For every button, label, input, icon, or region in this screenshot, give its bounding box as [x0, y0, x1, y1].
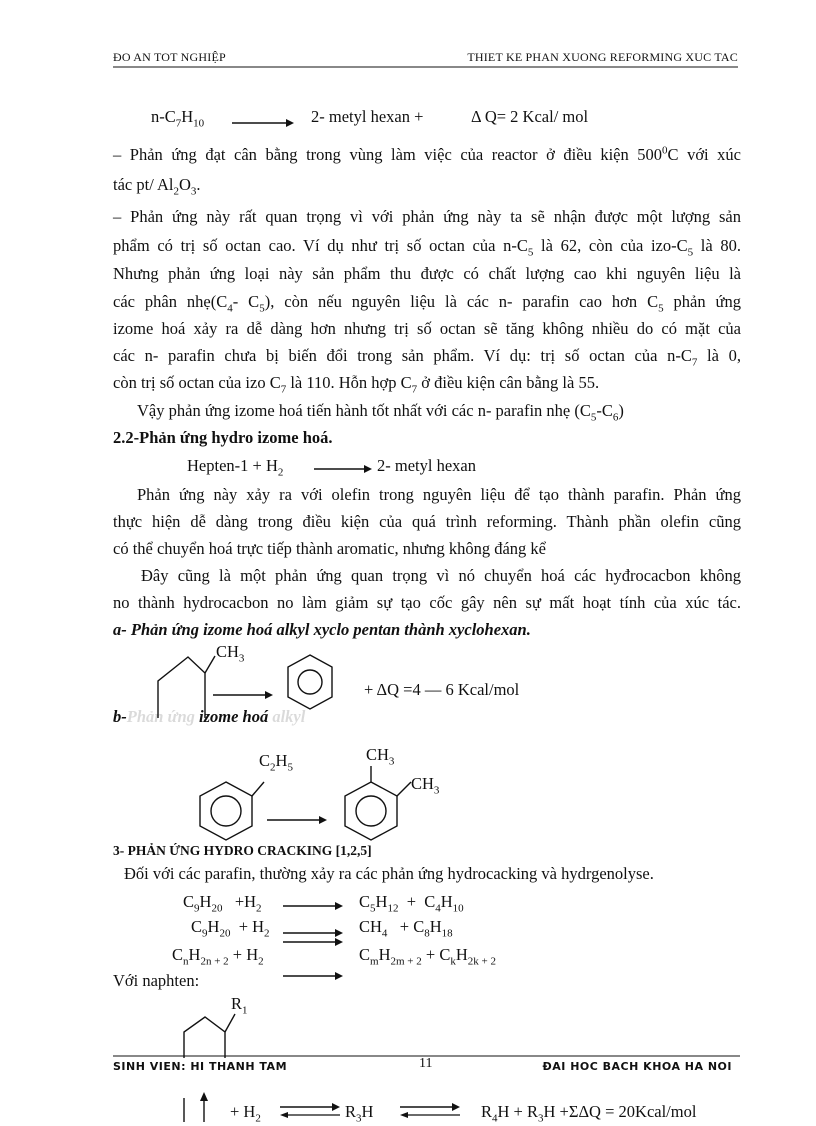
eq1-product: 2- metyl hexan +: [311, 107, 424, 126]
scheme-b-ch3-right: $CH_3$: [411, 774, 440, 797]
eq6-h2: + $H_2$: [230, 1102, 261, 1125]
para2-line4: các phân $nhẹ(C_4-$ $C_5$), còn nếu nguyên liệu là các n- parafin cao hơn $C_5$ phản ứng: [113, 292, 741, 315]
scheme-b-arrow: [267, 815, 327, 825]
eq3-reactant: $C_9H_{20} +H_2$: [183, 892, 262, 915]
eq6-reversible-arrows: [176, 1092, 216, 1123]
footer-page-number: 11: [419, 1056, 433, 1071]
eq5-products: $C_mH_{2m + 2} + C_kH_{2k + 2}$: [359, 945, 496, 968]
scheme-b-ch3-top: $CH_3$: [366, 745, 395, 768]
para2-line7: còn trị số octan của izo $C_7$ là 110. Hỗn hợp $C_7$ ở điều kiện cân bằng là 55.: [113, 373, 600, 396]
naphthene-arrow: [283, 971, 343, 981]
para1-line1: – Phản ứng đạt cân bằng trong vùng làm việc của reactor ở điều kiện $500^0C$ với xúc: [113, 144, 742, 164]
naphthene-label: Với naphten:: [113, 971, 200, 990]
para4-line3: có thể chuyển hoá trực tiếp thành aromatic, nhưng không đáng kể: [113, 539, 547, 558]
ethylbenzene-structure: [200, 780, 266, 844]
header-left: ĐO AN TOT NGHIỆP: [113, 50, 226, 64]
eq6-r3h: $R_3H$: [345, 1102, 374, 1125]
footer-left: SINH VIEN: HI THANH TAM: [113, 1060, 288, 1073]
para2-line3: Nhưng phản ứng loại này sản phẩm thu được có chất lượng cao khi nguyên liệu là: [113, 264, 741, 283]
eq2-reactant: Hepten-1 + $H_2$: [187, 456, 284, 479]
scheme-a-ch3: $CH_3$: [216, 642, 245, 665]
para4-line2: thực hiện dễ dàng trong điều kiện của quá trình reforming. Thành phần olefin cũng: [113, 512, 741, 531]
para1-line2: tác pt/ $Al_2O_3$.: [113, 175, 201, 198]
subsection-a-title: a- Phản ứng izome hoá alkyl xyclo pentan thành xyclohexan.: [113, 620, 531, 639]
eq4-products: $CH_4 + C_8H_{18}$: [359, 917, 453, 940]
para5-line2: no thành hydrocacbon no làm giảm sự tạo cốc gây nên sự mất hoạt tính của xúc tác.: [113, 593, 741, 612]
eq5-arrow: [283, 937, 343, 947]
eq4-reactant: $C_9H_{20} + H_2$: [191, 917, 270, 940]
para2-line6: các n- parafin chưa bị biến đổi trong sản phẩm. Ví dụ: trị số octan của $n-C_7$ là 0,: [113, 346, 741, 369]
para2-line5: izome hoá xảy ra dễ dàng hơn nhưng trị số octan sẽ tăng không nhiều do có mặt của: [113, 319, 741, 338]
eq2-arrow: [314, 464, 372, 474]
eq1-reactant: $n-C_7H_{10}$: [151, 107, 205, 130]
footer-right: ĐAI HOC BACH KHOA HA NOI: [542, 1060, 732, 1073]
eq2-product: 2- metyl hexan: [377, 456, 476, 475]
eq6-products: $R_4H + R_3H +\Sigma\Delta Q$ = 20Kcal/mol: [481, 1102, 697, 1125]
para4-line1: Phản ứng này xảy ra với olefin trong nguyên liệu để tạo thành parafin. Phản ứng: [137, 485, 741, 504]
eq3-products: $C_5H_{12} + C_4H_{10}$: [359, 892, 464, 915]
section-3-title: 3- PHẢN ỨNG HYDRO CRACKING [1,2,5]: [113, 843, 372, 858]
para3: Vậy phản ứng izome hoá tiến hành tốt nhất với các n- parafin nhẹ $(C_5-C_6)$: [137, 401, 624, 424]
header-rule: [113, 66, 738, 68]
naphthene-r1: $R_1$: [231, 994, 248, 1017]
eq1-heat: Δ Q= 2 Kcal/ mol: [471, 107, 589, 126]
scheme-a-heat: + ΔQ =4 — 6 Kcal/mol: [364, 680, 520, 699]
header-right: THIET KE PHAN XUONG REFORMING XUC TAC: [467, 50, 738, 64]
naphthene-structure: [181, 1010, 241, 1058]
eq6-equilibrium-arrow-1: [280, 1103, 340, 1119]
eq1-arrow: [232, 118, 294, 128]
para2-line2: phẩm có trị số octan cao. Ví dụ như trị số octan của $n-C_5$ là 62, còn của izo-$C_5$ là 80.: [113, 236, 741, 259]
section-2-2-title: 2.2-Phản ứng hydro izome hoá.: [113, 428, 333, 447]
subsection-b-title: b-Phản ứng izome hoá alkyl: [113, 707, 306, 726]
para5-line1: Đây cũng là một phản ứng quan trọng vì nó chuyển hoá các hyđrocacbon không: [141, 566, 741, 585]
eq3-arrow: [283, 901, 343, 911]
para2-line1: – Phản ứng này rất quan trọng vì với phản ứng này ta sẽ nhận được một lượng sản: [113, 207, 741, 226]
para6: Đối với các parafin, thường xảy ra các phản ứng hydrocacking và hydrgenolyse.: [124, 864, 654, 883]
xylene-structure: [343, 764, 413, 844]
eq5-reactant: $C_nH_{2n + 2} + H_2$: [172, 945, 264, 968]
scheme-a-arrow: [213, 690, 273, 700]
scheme-b-c2h5: $C_2H_5$: [259, 751, 293, 774]
eq6-equilibrium-arrow-2: [400, 1103, 460, 1119]
